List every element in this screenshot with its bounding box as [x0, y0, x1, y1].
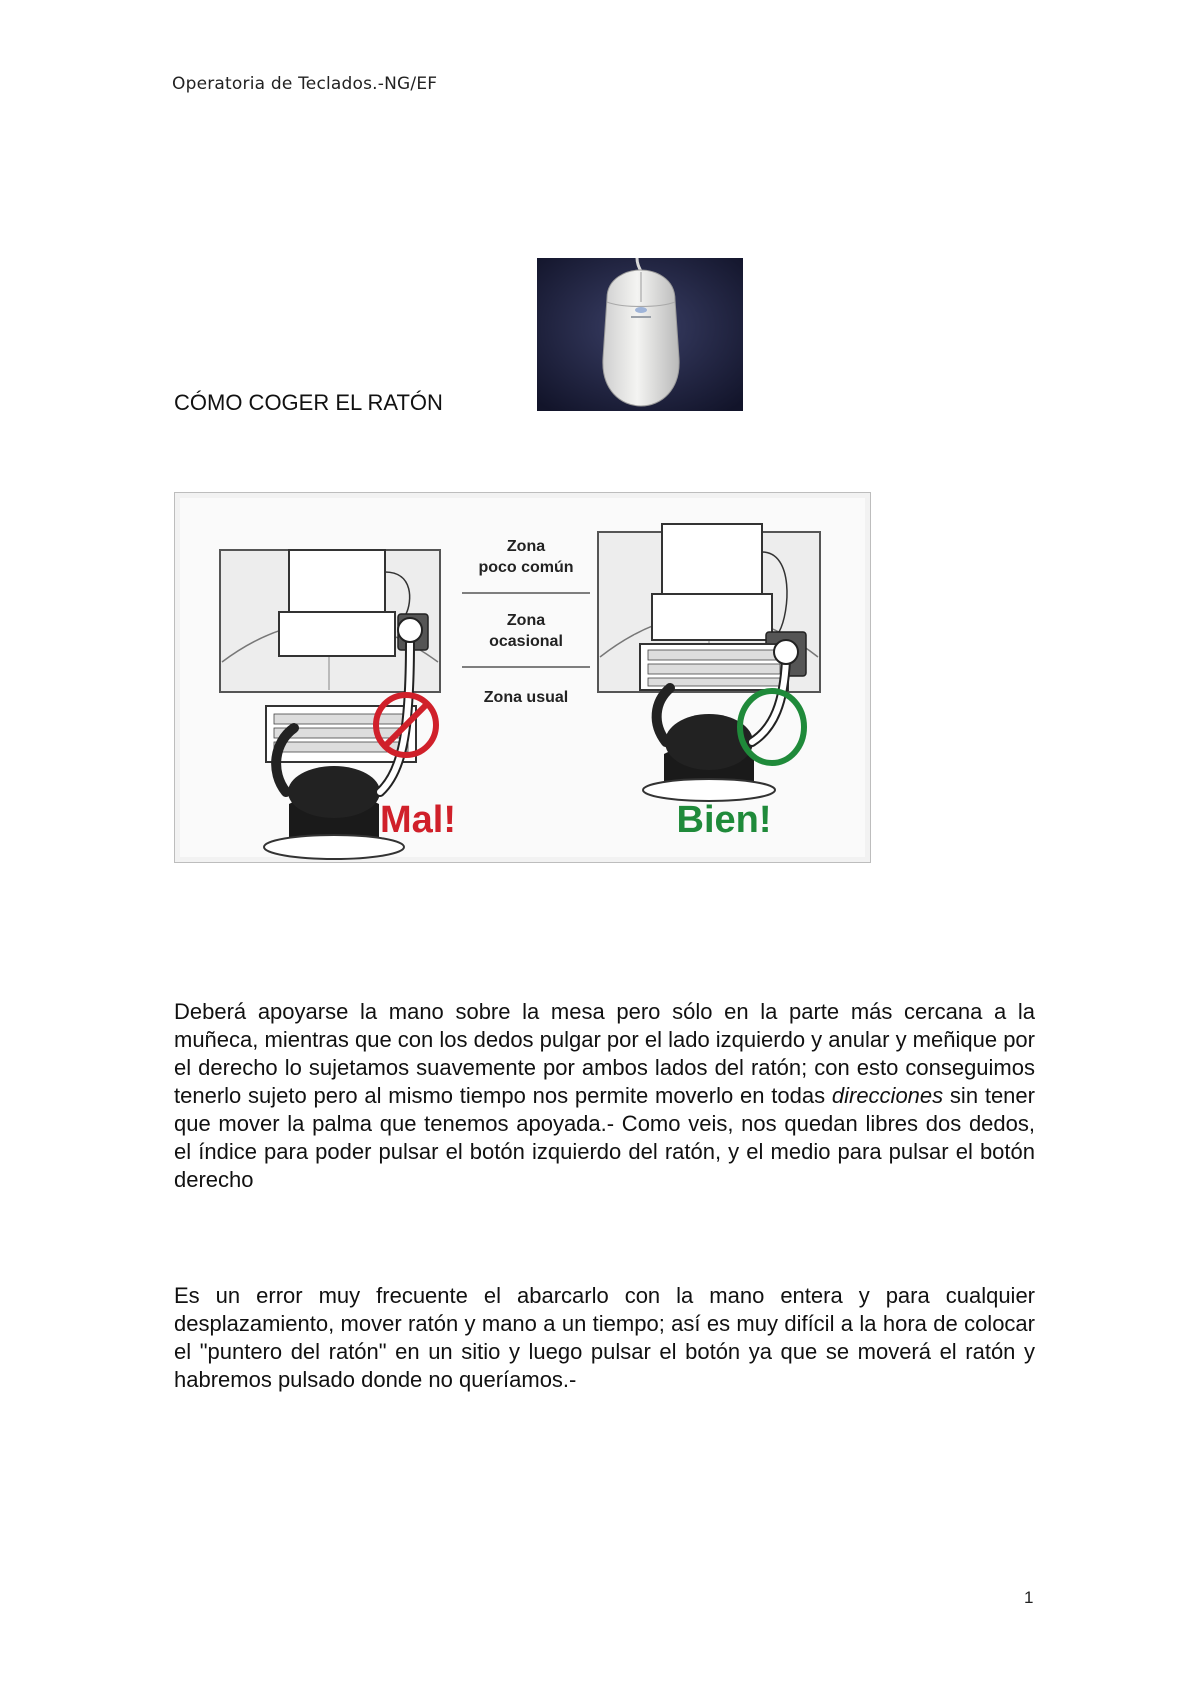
- zone-occasional-line2: ocasional: [489, 633, 563, 650]
- paragraph1-emphasis: direcciones: [831, 1083, 944, 1108]
- page-title: CÓMO COGER EL RATÓN: [174, 390, 443, 415]
- good-label: Bien!: [676, 799, 772, 841]
- bad-label: Mal!: [380, 799, 456, 841]
- zone-rare-line2: poco común: [478, 559, 574, 576]
- zone-rare-line1: Zona: [506, 538, 546, 555]
- mouse-photo: [537, 258, 743, 411]
- page-number: 1: [1024, 1588, 1034, 1607]
- zone-occasional-line1: Zona: [506, 612, 546, 629]
- mouse-posture-illustration: [174, 492, 871, 863]
- paragraph1-part2: sin tener que mover la palma que tenemos apoyada.- Como veis, nos quedan libres dos dedos, el índice para poder pulsar el botón izquierdo del ratón, y el medio para pulsar el botón derecho: [174, 1083, 1035, 1192]
- paragraph1-part1: Deberá apoyarse la mano sobre la mesa pero sólo en la parte más cercana a la muñeca, mientras que con los dedos pulgar por el lado izquierdo y anular y meñique por el derecho lo sujetamos suavemente por ambos lados del ratón; con esto conseguimos tenerlo sujeto pero al mismo tiempo nos permite moverlo en todas: [174, 999, 1035, 1108]
- paragraph-common-error: Es un error muy frecuente el abarcarlo con la mano entera y para cualquier desplazamiento, mover ratón y mano a un tiempo; así es muy difícil a la hora de colocar el "puntero del ratón" en un sitio y luego pulsar el botón ya que se moverá el ratón y habremos pulsado donde no queríamos.-: [174, 1283, 1035, 1392]
- zone-usual-label: Zona usual: [483, 689, 569, 706]
- page-header: Operatoria de Teclados.-NG/EF: [172, 74, 438, 94]
- paragraph-mouse-grip: [174, 998, 1035, 1194]
